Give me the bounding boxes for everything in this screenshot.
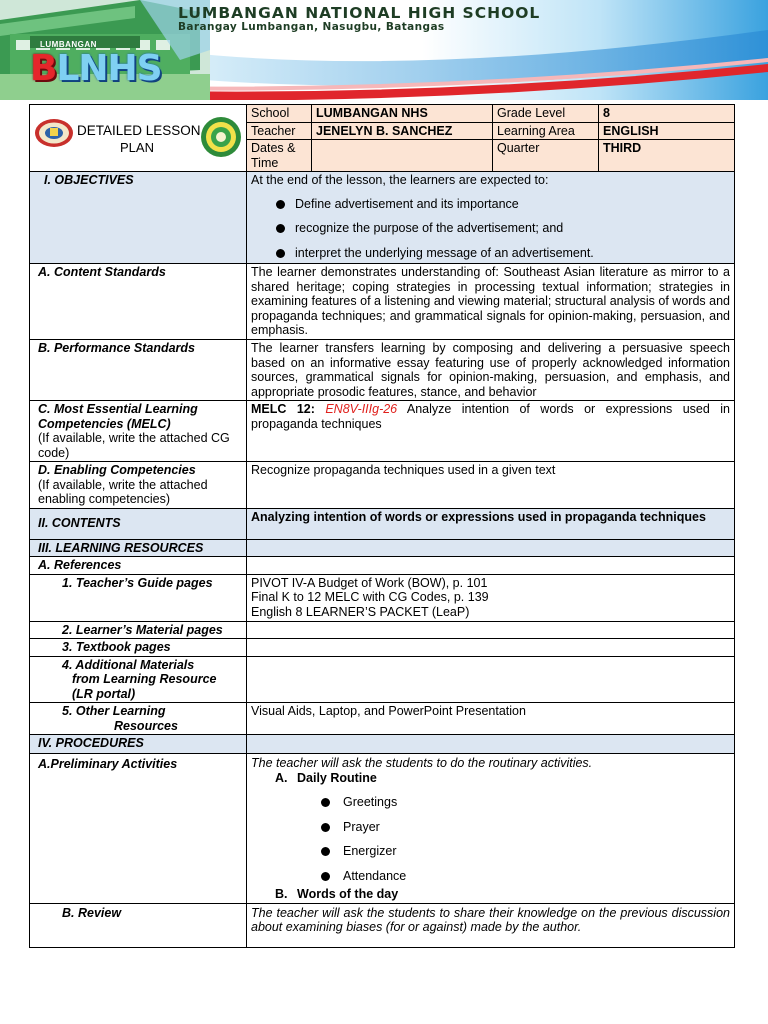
- school-label: School: [247, 105, 312, 123]
- list-item: [317, 795, 730, 810]
- procedures-value: [247, 735, 735, 754]
- bullet-icon: [321, 798, 330, 807]
- deped-seal-icon: [34, 118, 74, 148]
- review-text: The teacher will ask the students to share their knowledge on the previous discussion about examining biases (for or against) made by the author.: [247, 903, 735, 947]
- additional-materials-line: (LR portal): [72, 686, 136, 701]
- other-resources-line: Resources: [114, 718, 178, 733]
- quarter-value: THIRD: [599, 140, 735, 172]
- routine-item: Prayer: [343, 819, 380, 834]
- enabling-heading: D. Enabling Competencies: [38, 463, 196, 477]
- objectives-intro: At the end of the lesson, the learners are expected to:: [251, 173, 549, 187]
- melc-note: (If available, write the attached CG code): [38, 431, 230, 460]
- school-seal-icon: [200, 116, 242, 158]
- preliminary-activities-label: A.Preliminary Activities: [30, 754, 247, 904]
- header-banner: [0, 0, 768, 100]
- routine-item: Greetings: [343, 795, 398, 809]
- daily-routine-list: [251, 795, 730, 883]
- contents-heading: II. CONTENTS: [30, 508, 247, 539]
- grade-level-value: 8: [599, 105, 735, 123]
- procedures-heading: IV. PROCEDURES: [30, 735, 247, 754]
- words-of-day-heading: [251, 887, 730, 902]
- teacher-label: Teacher: [247, 122, 312, 140]
- learning-area-label: Learning Area: [493, 122, 599, 140]
- objectives-heading-text: I. OBJECTIVES: [44, 173, 134, 187]
- objective-text: recognize the purpose of the advertisement; and: [295, 221, 564, 235]
- other-resources-label: [30, 703, 247, 735]
- routine-item: Attendance: [343, 868, 407, 883]
- school-logo-text: [30, 48, 162, 89]
- references-value: [247, 557, 735, 575]
- words-of-day-title: Words of the day: [297, 887, 399, 901]
- objectives-heading: [30, 172, 247, 264]
- list-item: [273, 246, 730, 261]
- learners-material-label: 2. Learner’s Material pages: [30, 621, 247, 639]
- objective-text: interpret the underlying message of an advertisement.: [295, 245, 594, 260]
- teachers-guide-value: [247, 574, 735, 621]
- objectives-cell: [247, 172, 735, 264]
- reference-line: English 8 LEARNER’S PACKET (LeaP): [251, 604, 470, 619]
- additional-materials-line: from Learning Resource: [72, 672, 217, 686]
- school-name: LUMBANGAN NATIONAL HIGH SCHOOL: [178, 4, 541, 22]
- logo-letter-b: B: [30, 48, 57, 89]
- enabling-heading-cell: [30, 462, 247, 509]
- performance-standards-text: The learner transfers learning by composing and delivering a persuasive speech based on an informative essay featuring use of properly acknowledged information sources, grammatical signals for opinion-making, persuasion, and emphasis, and appropriate prosodic features, stance, and behavior: [247, 340, 735, 401]
- bullet-icon: [276, 200, 285, 209]
- learning-resources-heading: III. LEARNING RESOURCES: [30, 539, 247, 557]
- words-of-day-letter: B.: [275, 887, 288, 901]
- melc-heading-cell: [30, 401, 247, 462]
- quarter-label: Quarter: [493, 140, 599, 172]
- dates-label: Dates & Time: [247, 140, 312, 172]
- bullet-icon: [276, 249, 285, 258]
- references-heading: A. References: [30, 557, 247, 575]
- teacher-value: JENELYN B. SANCHEZ: [312, 122, 493, 140]
- objectives-list: [251, 197, 730, 261]
- list-item: [317, 844, 730, 859]
- lesson-plan: [29, 104, 734, 948]
- daily-routine-letter: A.: [275, 770, 288, 785]
- preliminary-activities-cell: [247, 754, 735, 904]
- learners-material-value: [247, 621, 735, 639]
- content-standards-text: The learner demonstrates understanding of: Southeast Asian literature as mirror to a shared heritage; coping strategies in processing textual information; strategies in examining features of a listening and viewing material; structural analysis of words and propaganda techniques; and grammatical signals for opinion-making, persuasion, and emphasis.: [247, 264, 735, 340]
- melc-label: MELC 12:: [251, 402, 315, 416]
- school-value: LUMBANGAN NHS: [312, 105, 493, 123]
- other-resources-line: 5. Other Learning: [62, 704, 166, 718]
- bullet-icon: [321, 847, 330, 856]
- bullet-icon: [321, 823, 330, 832]
- melc-cell: [247, 401, 735, 462]
- additional-materials-line: 4. Additional Materials: [62, 657, 195, 672]
- review-label: B. Review: [30, 903, 247, 947]
- list-item: [273, 221, 730, 236]
- other-resources-value: Visual Aids, Laptop, and PowerPoint Presentation: [247, 703, 735, 735]
- daily-routine-heading: [251, 771, 730, 786]
- melc-code: EN8V-IIIg-26: [325, 402, 398, 416]
- textbook-pages-label: 3. Textbook pages: [30, 639, 247, 657]
- routine-item: Energizer: [343, 844, 397, 858]
- content-standards-heading: A. Content Standards: [30, 264, 247, 340]
- textbook-pages-value: [247, 639, 735, 657]
- daily-routine-title: Daily Routine: [297, 770, 377, 785]
- learning-resources-value: [247, 539, 735, 557]
- title-cell: [30, 105, 247, 172]
- performance-standards-heading: B. Performance Standards: [30, 340, 247, 401]
- teachers-guide-label: 1. Teacher’s Guide pages: [30, 574, 247, 621]
- enabling-text: Recognize propaganda techniques used in a given text: [247, 462, 735, 509]
- grade-level-label: Grade Level: [493, 105, 599, 123]
- additional-materials-label: [30, 656, 247, 703]
- reference-line: Final K to 12 MELC with CG Codes, p. 139: [251, 590, 489, 604]
- list-item: [317, 869, 730, 884]
- dates-value: [312, 140, 493, 172]
- photo-sign: LUMBANGAN: [40, 40, 97, 49]
- additional-materials-value: [247, 656, 735, 703]
- melc-text: Analyze intention of words or expressions used in propaganda techniques: [251, 402, 730, 431]
- objective-text: Define advertisement and its importance: [295, 196, 519, 211]
- lesson-plan-table: [29, 104, 735, 948]
- bullet-icon: [276, 224, 285, 233]
- list-item: [317, 820, 730, 835]
- lesson-plan-title-line2: PLAN: [120, 140, 154, 155]
- school-address: Barangay Lumbangan, Nasugbu, Batangas: [178, 21, 445, 33]
- reference-line: PIVOT IV-A Budget of Work (BOW), p. 101: [251, 575, 488, 590]
- lesson-plan-title: DETAILED LESSON: [77, 123, 201, 138]
- enabling-note: (If available, write the attached enabling competencies): [38, 477, 208, 506]
- logo-letters: LNHS: [56, 48, 162, 89]
- list-item: [273, 197, 730, 212]
- bullet-icon: [321, 872, 330, 881]
- learning-area-value: ENGLISH: [599, 122, 735, 140]
- contents-text: Analyzing intention of words or expressions used in propaganda techniques: [247, 508, 735, 539]
- melc-heading: C. Most Essential Learning Competencies (MELC): [38, 402, 198, 431]
- preliminary-intro: The teacher will ask the students to do the routinary activities.: [251, 756, 593, 770]
